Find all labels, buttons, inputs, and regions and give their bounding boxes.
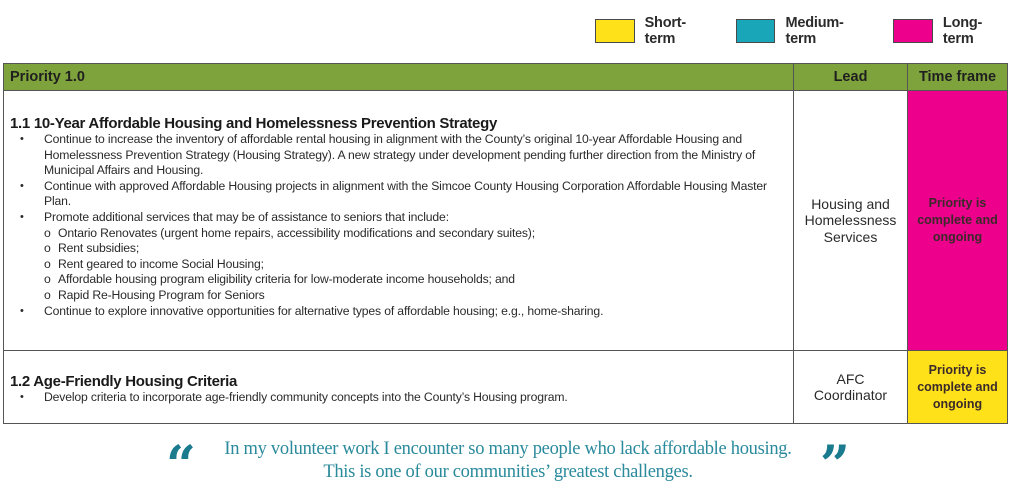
list-item: • Continue with approved Affordable Housing projects in alignment with the Simcoe County Housing Corporation Affordable Housing Master Plan. [10,179,793,210]
time-frame-cell-short-term [908,351,1007,423]
header-lead: Lead [794,64,908,90]
testimonial-quote [0,435,1024,496]
sub-list-item [10,226,793,242]
lead-cell [794,351,908,423]
sub-bullet-icon: o [44,241,51,256]
legend-item-long-term [893,15,1012,47]
long-term-swatch [893,19,933,43]
table-row [4,351,1007,423]
priority-description [4,91,794,350]
list-item: • Develop criteria to incorporate age-friendly community concepts into the County’s Housing program. [10,390,793,406]
list-item: • Continue to explore innovative opportunities for alternative types of affordable housing; e.g., home-sharing. [10,304,793,320]
sub-bullet-icon: o [44,256,51,271]
sub-bullet-icon: o [44,272,51,287]
time-frame-cell-long-term [908,91,1007,350]
open-quote-icon: “ [166,435,196,496]
list-item: • Continue to increase the inventory of affordable rental housing in alignment with the County’s original 10-year Affordable Housing and Homelessness Prevention Strategy (Housing Strategy). A new strategy under development pending further direction from the Ministry of Municipal Affairs and Housing. [10,132,793,179]
lead-text: AFC Coordinator [813,370,888,403]
legend-item-short-term [595,15,716,47]
sub-list-item [10,272,793,288]
header-priority: Priority 1.0 [4,64,794,90]
sub-list-item [10,288,793,304]
lead-text: Housing and Homelessness Services [804,195,897,245]
time-frame-text: Priority is complete and ongoing [917,196,998,244]
priority-table [3,63,1008,424]
legend-label: Short-term [644,14,687,47]
time-frame-text: Priority is complete and ongoing [917,362,998,411]
sub-list-item-text: Ontario Renovates (urgent home repairs, accessibility modifications and secondary suites); [58,225,535,240]
lead-cell [794,91,908,350]
sub-list-item-text: Affordable housing program eligibility criteria for low-moderate income households; and [58,272,515,287]
sub-list-item-text: Rent subsidies; [58,241,140,256]
sub-bullet-icon: o [44,225,51,240]
table-header-row [4,64,1007,91]
priority-description [4,351,794,423]
list-item: • Promote additional services that may be of assistance to seniors that include: [10,210,793,226]
priority-title: 1.2 Age-Friendly Housing Criteria [10,373,238,390]
short-term-swatch [595,19,635,43]
table-row [4,91,1007,351]
close-quote-icon: ” [820,435,850,496]
legend-label: Medium-term [785,14,844,47]
bullet-list [10,390,793,406]
bullet-list [10,132,793,319]
quote-text: In my volunteer work I encounter so many people who lack affordable housing. This is one of our communities’ greatest challenges. [224,439,792,482]
medium-term-swatch [736,19,776,43]
priority-title: 1.1 10-Year Affordable Housing and Homelessness Prevention Strategy [10,115,498,132]
time-frame-legend [595,14,1024,47]
legend-item-medium-term [736,15,873,47]
sub-list-item-text: Rapid Re-Housing Program for Seniors [58,287,265,302]
legend-label: Long-term [942,14,983,47]
header-time-frame: Time frame [918,69,997,85]
sub-list-item-text: Rent geared to income Social Housing; [58,256,264,271]
sub-bullet-icon: o [44,287,51,302]
sub-list-item [10,257,793,273]
sub-list-item [10,241,793,257]
